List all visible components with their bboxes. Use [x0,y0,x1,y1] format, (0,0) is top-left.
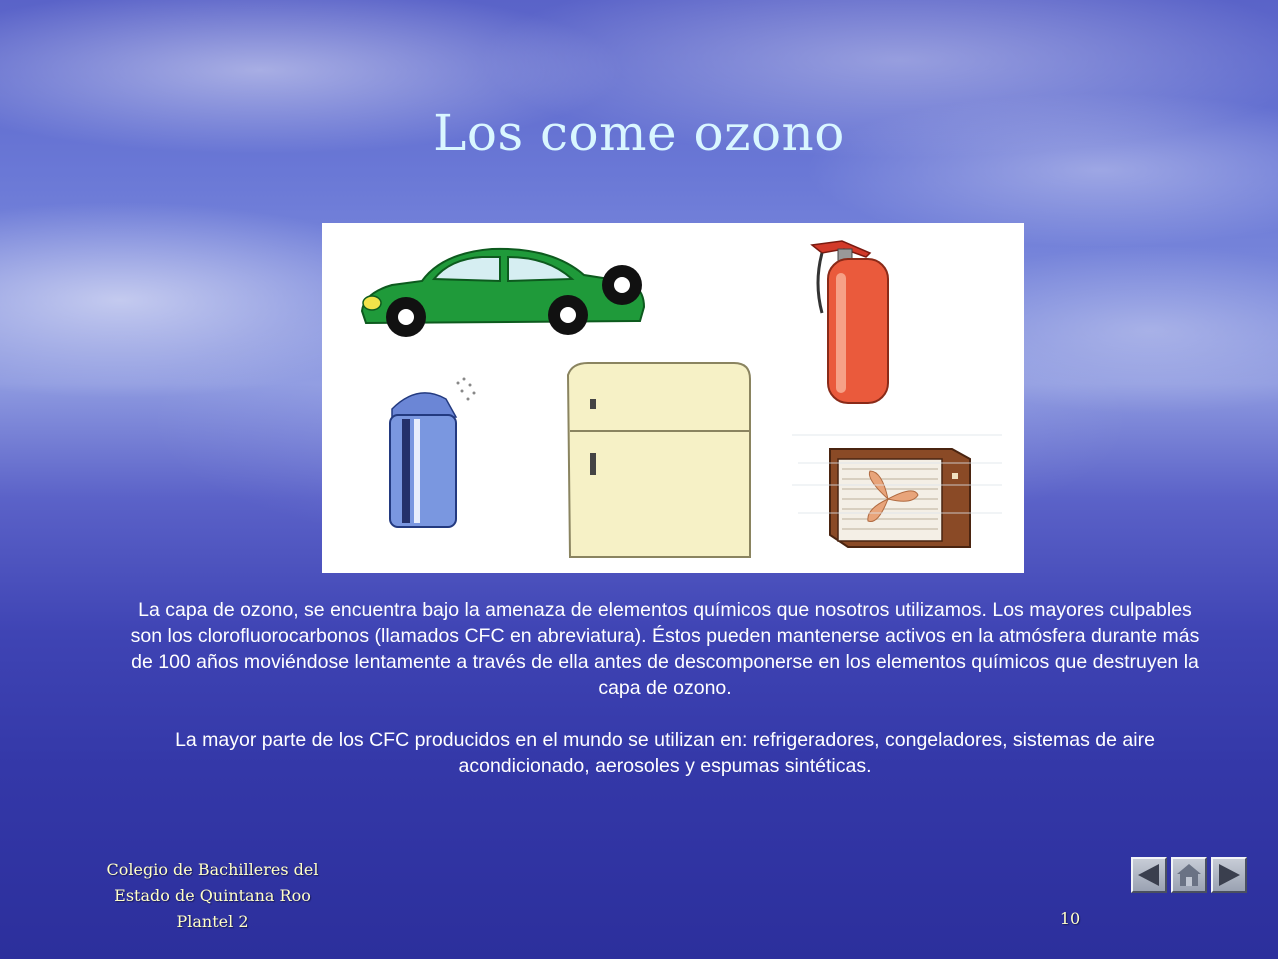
air-conditioner-icon [830,449,970,547]
slide-navigation [1131,857,1251,893]
footer-school-line: Colegio de Bachilleres del [106,860,319,879]
home-icon [1175,861,1203,889]
footer-school-name [80,857,345,935]
body-paragraph-2: La mayor parte de los CFC producidos en el mundo se utilizan en: refrigeradores, congeladores, sistemas de aire acondicionado, aerosoles y espumas sintéticas. [175,729,1155,777]
home-button[interactable] [1171,857,1207,893]
car-icon [362,249,644,337]
body-paragraph-1: La capa de ozono, se encuentra bajo la amenaza de elementos químicos que nosotros utilizamos. Los mayores culpables son los clorofluorocarbonos (llamados CFC en abreviatura). Éstos pueden mantenerse activos en la atmósfera durante más de 100 años moviéndose lentamente a través de ella antes de descomponerse en los elementos químicos que destruyen la capa de ozono. [130,599,1200,699]
aerosol-can-icon [390,378,476,528]
previous-slide-button[interactable] [1131,857,1167,893]
next-slide-button[interactable] [1211,857,1247,893]
slide-title: Los come ozono [433,104,845,162]
refrigerator-icon [568,363,750,557]
next-icon [1215,861,1243,889]
page-number: 10 [1059,909,1081,928]
slide-body [130,597,1200,779]
cfc-products-illustration [322,223,1024,573]
footer-school-line: Plantel 2 [176,912,249,931]
previous-icon [1135,861,1163,889]
footer-school-line: Estado de Quintana Roo [114,886,311,905]
fire-extinguisher-icon [812,241,888,403]
